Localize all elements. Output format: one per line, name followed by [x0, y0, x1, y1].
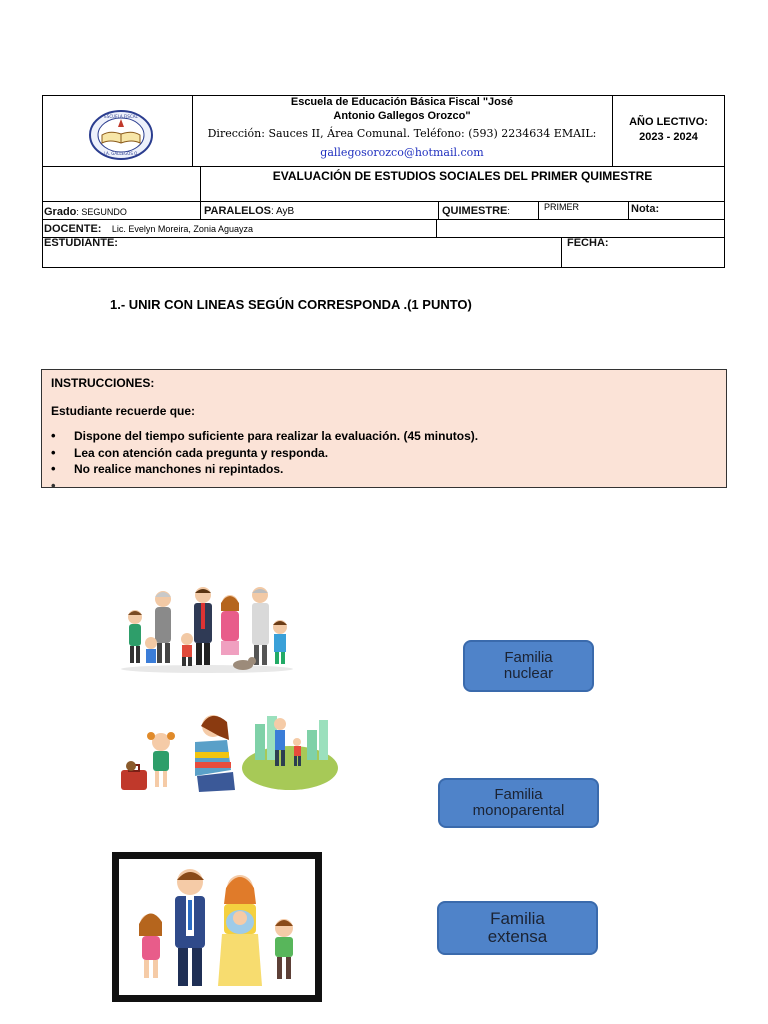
nota-label: Nota:	[631, 203, 660, 215]
quimestre-value: PRIMER	[544, 202, 580, 212]
title-left-cell	[42, 166, 201, 202]
fecha-label: FECHA:	[567, 237, 609, 249]
single-parent-family-illustration	[115, 706, 340, 798]
quimestre-separator: :	[507, 206, 510, 216]
exam-title: EVALUACIÓN DE ESTUDIOS SOCIALES DEL PRIMER QUIMESTRE	[272, 169, 653, 183]
docente-label: DOCENTE:	[44, 223, 102, 235]
docente-blank-cell	[436, 219, 725, 238]
instructions-intro: Estudiante recuerde que:	[51, 404, 196, 418]
svg-text:J.A. GALLEGOS O.: J.A. GALLEGOS O.	[103, 151, 139, 156]
quimestre-field	[442, 201, 510, 219]
instructions-box	[41, 369, 727, 488]
school-logo	[88, 109, 154, 161]
grado-field	[44, 202, 127, 220]
docente-value: Lic. Evelyn Moreira, Zonia Aguayza	[111, 224, 253, 234]
family-monoparental-label[interactable]	[438, 778, 599, 828]
instruction-item: • Lea con atención cada pregunta y responda.	[51, 445, 478, 462]
paralelos-value: : AyB	[271, 206, 295, 217]
instructions-title: INSTRUCCIONES:	[51, 376, 155, 390]
family-nuclear-text: Familia nuclear	[503, 649, 554, 682]
grado-value: : SEGUNDO	[76, 207, 127, 217]
school-name-line-1: Escuela de Educación Básica Fiscal "José	[290, 96, 514, 108]
quimestre-label: QUIMESTRE	[442, 205, 508, 217]
instruction-item: • Dispone del tiempo suficiente para realizar la evaluación. (45 minutos).	[51, 428, 478, 445]
family-nuclear-label[interactable]	[463, 640, 594, 692]
grado-label: Grado	[44, 206, 77, 218]
family-extended-label[interactable]	[437, 901, 598, 955]
estudiante-cell[interactable]	[42, 237, 562, 268]
instruction-item: • No realice manchones ni repintados.	[51, 461, 478, 478]
svg-text:ESCUELA FISCAL: ESCUELA FISCAL	[104, 114, 138, 119]
instruction-item-cut-off	[51, 478, 478, 489]
school-email-link[interactable]: gallegosorozco@hotmail.com	[320, 146, 484, 159]
school-address: Dirección: Sauces II, Área Comunal. Teléfono: (593) 2234634 EMAIL:	[207, 127, 597, 140]
extended-family-illustration	[115, 585, 300, 675]
school-year-value: 2023 - 2024	[639, 131, 698, 143]
docente-field	[44, 219, 253, 237]
instructions-list	[51, 428, 478, 488]
family-monoparental-text: Familia monoparental	[472, 786, 565, 819]
school-name-line-2: Antonio Gallegos Orozco"	[333, 110, 471, 122]
paralelos-field	[204, 201, 294, 219]
school-year-label: AÑO LECTIVO:	[629, 116, 708, 128]
estudiante-label: ESTUDIANTE:	[44, 237, 118, 249]
nuclear-family-illustration	[112, 852, 322, 1002]
school-year	[612, 115, 725, 145]
school-name	[192, 95, 612, 123]
family-extended-text: Familia extensa	[487, 909, 548, 946]
header-table	[42, 95, 725, 268]
question-1-title: 1.- UNIR CON LINEAS SEGÚN CORRESPONDA .(1 PUNTO)	[110, 297, 472, 312]
paralelos-label: PARALELOS	[204, 205, 272, 217]
